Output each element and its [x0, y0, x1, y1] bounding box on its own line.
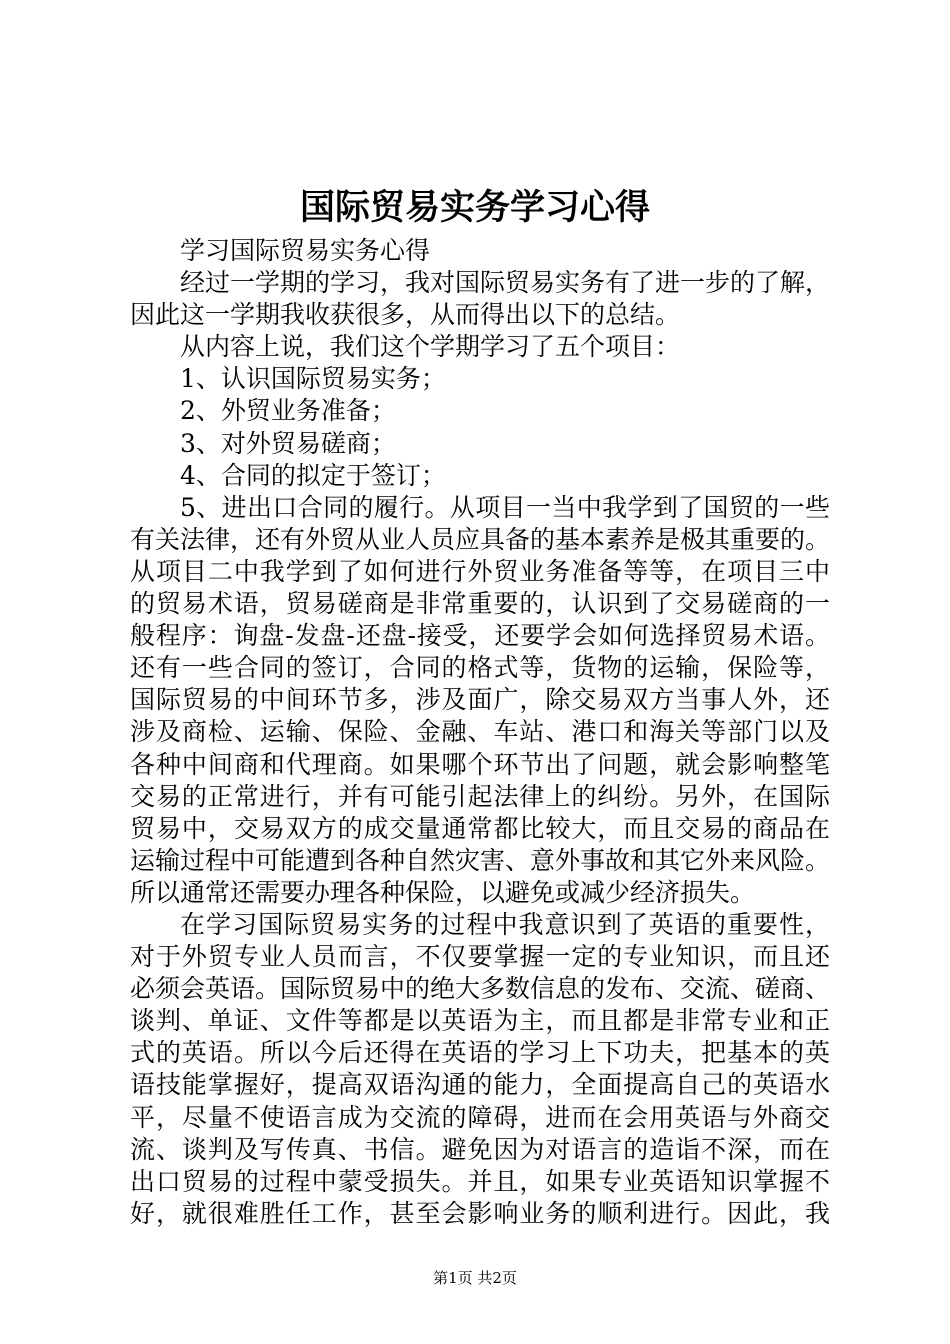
text-line: 运输过程中可能遭到各种自然灾害、意外事故和其它外来风险。 [130, 845, 831, 875]
text-line: 对于外贸专业人员而言，不仅要掌握一定的专业知识，而且还 [130, 942, 830, 972]
text-line: 般程序：询盘-发盘-还盘-接受，还要学会如何选择贸易术语。 [130, 621, 830, 651]
text-line: 4、合同的拟定于签订； [180, 460, 446, 490]
text-line: 经过一学期的学习，我对国际贸易实务有了进一步的了解， [180, 268, 831, 298]
text-line: 流、谈判及写传真、书信。避免因为对语言的造诣不深，而在 [130, 1134, 830, 1164]
text-line: 学习国际贸易实务心得 [180, 236, 431, 265]
document-body [130, 235, 830, 1230]
text-line: 各种中间商和代理商。如果哪个环节出了问题，就会影响整笔 [130, 749, 830, 779]
text-line: 好，就很难胜任工作，甚至会影响业务的顺利进行。因此，我 [130, 1198, 830, 1228]
text-line: 3、对外贸易磋商； [180, 428, 396, 458]
text-line: 有关法律，还有外贸从业人员应具备的基本素养是极其重要的。 [130, 524, 831, 554]
text-line: 2、外贸业务准备； [180, 396, 396, 426]
text-line: 语技能掌握好，提高双语沟通的能力，全面提高自己的英语水 [130, 1070, 830, 1100]
text-line: 的贸易术语，贸易磋商是非常重要的，认识到了交易磋商的一 [130, 589, 830, 619]
text-line: 谈判、单证、文件等都是以英语为主，而且都是非常专业和正 [130, 1006, 830, 1036]
text-line: 涉及商检、运输、保险、金融、车站、港口和海关等部门以及 [130, 717, 830, 747]
text-line: 平，尽量不使语言成为交流的障碍，进而在会用英语与外商交 [130, 1102, 830, 1132]
text-line: 必须会英语。国际贸易中的绝大多数信息的发布、交流、磋商、 [130, 974, 831, 1004]
text-line: 所以通常还需要办理各种保险，以避免或减少经济损失。 [130, 877, 756, 907]
text-line: 从项目二中我学到了如何进行外贸业务准备等等，在项目三中 [130, 556, 830, 586]
text-line: 还有一些合同的签订，合同的格式等，货物的运输，保险等， [130, 653, 830, 683]
text-line: 在学习国际贸易实务的过程中我意识到了英语的重要性， [180, 909, 830, 939]
text-line: 贸易中，交易双方的成交量通常都比较大，而且交易的商品在 [130, 813, 830, 843]
text-line: 式的英语。所以今后还得在英语的学习上下功夫，把基本的英 [130, 1038, 830, 1068]
text-line: 出口贸易的过程中蒙受损失。并且，如果专业英语知识掌握不 [130, 1166, 830, 1196]
text-line: 国际贸易的中间环节多，涉及面广，除交易双方当事人外，还 [130, 685, 830, 715]
text-line: 从内容上说，我们这个学期学习了五个项目： [180, 332, 681, 362]
page-title: 国际贸易实务学习心得 [299, 187, 650, 228]
text-line: 交易的正常进行，并有可能引起法律上的纠纷。另外，在国际 [130, 781, 830, 811]
page-footer: 第1页 共2页 [433, 1269, 517, 1287]
text-line: 1、认识国际贸易实务； [180, 364, 446, 394]
text-line: 因此这一学期我收获很多，从而得出以下的总结。 [130, 300, 681, 330]
text-line: 5、进出口合同的履行。从项目一当中我学到了国贸的一些 [180, 492, 830, 522]
